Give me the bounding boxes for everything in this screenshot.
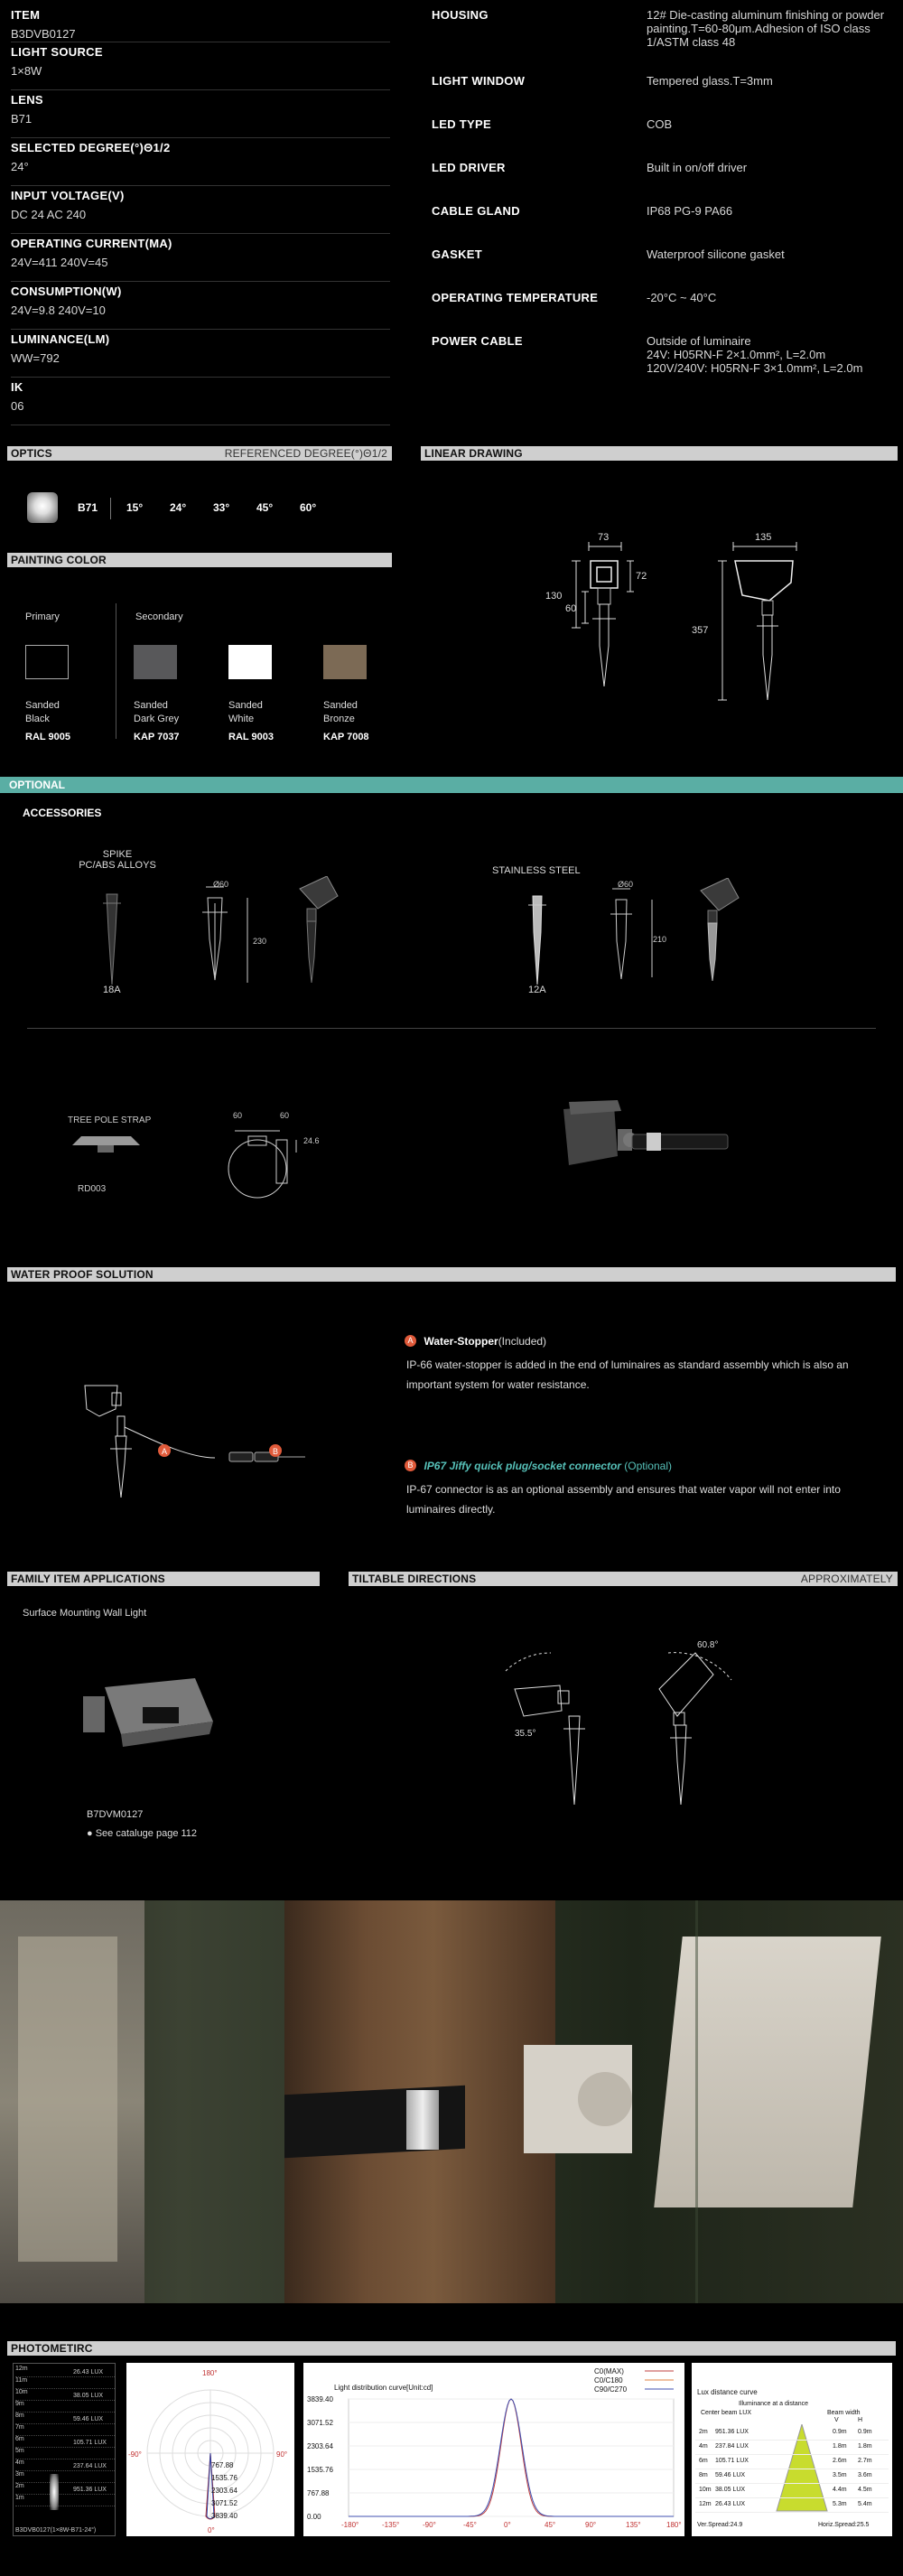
spec-value: COB <box>647 117 673 131</box>
spec-label: IK <box>11 380 23 394</box>
spec-value: 24V=411 240V=45 <box>11 256 108 269</box>
lux-distance: 4m <box>699 2443 708 2450</box>
polar-right: 90° <box>276 2450 288 2459</box>
lux-row <box>695 2455 889 2469</box>
spec-label: CONSUMPTION(W) <box>11 285 122 298</box>
spec-row <box>432 331 897 395</box>
spec-value: Built in on/off driver <box>647 161 748 174</box>
lux-row <box>695 2426 889 2441</box>
linear-drawing-svg <box>533 528 858 718</box>
spec-row <box>432 158 897 201</box>
linear-drawing-title: LINEAR DRAWING <box>424 447 523 460</box>
iso-distance: 2m <box>15 2483 24 2489</box>
lux-h-width: 5.4m <box>858 2501 872 2507</box>
iso-row <box>15 2424 115 2436</box>
lux-row <box>695 2469 889 2484</box>
lux-header: Illuminance at a distance <box>739 2401 809 2407</box>
steel-height: 210 <box>653 935 667 944</box>
lux-row <box>695 2498 889 2513</box>
iso-row <box>15 2377 115 2389</box>
polar-value: 3071.52 <box>211 2499 237 2507</box>
wp-a-title: Water-Stopper <box>424 1335 498 1348</box>
spec-row <box>11 90 390 138</box>
spec-value: 06 <box>11 399 24 413</box>
optional-header <box>0 777 903 793</box>
spec-row <box>432 201 897 245</box>
lux-col2: Beam width <box>827 2410 861 2416</box>
strap-height: 24.6 <box>303 1136 320 1145</box>
lux-v-width: 2.6m <box>833 2458 847 2464</box>
photometric-title: PHOTOMETIRC <box>11 2342 93 2355</box>
curve-ytick: 767.88 <box>307 2489 330 2497</box>
spec-row <box>11 378 390 425</box>
lens-name: B71 <box>78 501 98 514</box>
lux-v: V <box>834 2417 839 2423</box>
iso-lux: 237.64 LUX <box>73 2463 107 2469</box>
spec-row <box>11 282 390 330</box>
color-name: Sanded Bronze <box>323 700 358 724</box>
spec-label: OPERATING TEMPERATURE <box>432 291 599 304</box>
spec-row <box>11 42 390 90</box>
curve-title: Light distribution curve[Unit:cd] <box>334 2384 433 2392</box>
iso-distance: 11m <box>15 2377 28 2384</box>
lux-panel <box>692 2363 892 2536</box>
spec-row <box>432 288 897 331</box>
iso-distance: 8m <box>15 2413 24 2419</box>
primary-label: Primary <box>25 611 60 622</box>
steel-title: STAINLESS STEEL <box>492 865 581 876</box>
lux-h-width: 3.6m <box>858 2472 872 2478</box>
dim-357: 357 <box>692 625 709 636</box>
polar-panel <box>126 2363 294 2536</box>
curve-ytick: 0.00 <box>307 2513 321 2521</box>
spec-value: Waterproof silicone gasket <box>647 247 785 261</box>
iso-distance: 5m <box>15 2448 24 2454</box>
wp-a-suffix: (Included) <box>498 1335 547 1348</box>
polar-value: 1535.76 <box>211 2474 237 2482</box>
spec-label: LED DRIVER <box>432 161 506 174</box>
polar-top: 180° <box>202 2369 218 2377</box>
lux-title: Lux distance curve <box>697 2388 758 2396</box>
family-see: ● See cataluge page 112 <box>87 1828 198 1839</box>
color-name: Sanded White <box>228 700 263 724</box>
color-code: KAP 7008 <box>323 732 369 742</box>
spec-row <box>432 245 897 288</box>
iso-panel <box>13 2363 116 2536</box>
spec-row <box>432 115 897 158</box>
strap-drawing <box>63 1127 334 1209</box>
polar-value: 767.88 <box>211 2461 234 2469</box>
spec-row <box>432 71 897 115</box>
optics-ref: REFERENCED DEGREE(°)Θ1/2 <box>224 447 387 460</box>
tiltable-title: TILTABLE DIRECTIONS <box>352 1573 477 1585</box>
steel-code: 12A <box>528 985 546 995</box>
color-code: RAL 9003 <box>228 732 274 742</box>
tiltable-approx: APPROXIMATELY <box>800 1573 893 1585</box>
lux-v-width: 4.4m <box>833 2487 847 2493</box>
color-code: RAL 9005 <box>25 732 70 742</box>
iso-distance: 4m <box>15 2459 24 2466</box>
optics-divider <box>110 498 111 519</box>
spec-row <box>11 138 390 186</box>
family-code: B7DVM0127 <box>87 1809 144 1820</box>
iso-lux: 38.05 LUX <box>73 2393 104 2399</box>
lux-h-width: 0.9m <box>858 2429 872 2435</box>
curve-legend-item: C0(MAX) <box>594 2367 624 2375</box>
lux-v-width: 1.8m <box>833 2443 847 2450</box>
optional-title: OPTIONAL <box>9 779 65 791</box>
spec-label: LIGHT WINDOW <box>432 74 526 88</box>
lux-h: H <box>858 2417 863 2423</box>
curve-xtick: -90° <box>423 2521 436 2529</box>
specs-right <box>432 5 897 395</box>
strap-photo <box>542 1093 740 1192</box>
accessory-divider <box>27 1028 876 1029</box>
strap-w2: 60 <box>280 1111 290 1120</box>
spec-row <box>11 234 390 282</box>
optics-title: OPTICS <box>11 447 52 460</box>
curve-xtick: 45° <box>545 2521 556 2529</box>
spec-row <box>11 186 390 234</box>
lux-distance: 10m <box>699 2487 712 2493</box>
lux-foot1: Ver.Spread:24.9 <box>697 2522 743 2528</box>
svg-text:A: A <box>162 1447 168 1456</box>
iso-lux: 59.46 LUX <box>73 2416 104 2422</box>
curve-ytick: 2303.64 <box>307 2442 333 2450</box>
iso-lux: 951.36 LUX <box>73 2487 107 2493</box>
lux-value: 951.36 LUX <box>715 2429 749 2435</box>
distribution-curve <box>303 2363 684 2536</box>
lux-h-width: 1.8m <box>858 2443 872 2450</box>
lux-foot2: Horiz.Spread:25.5 <box>818 2522 870 2528</box>
lux-row <box>695 2441 889 2455</box>
optics-row <box>27 492 388 525</box>
color-code: KAP 7037 <box>134 732 180 742</box>
curve-ytick: 3839.40 <box>307 2395 333 2403</box>
family-title: FAMILY ITEM APPLICATIONS <box>11 1573 165 1585</box>
lux-row <box>695 2484 889 2498</box>
degree-option: 45° <box>256 501 274 514</box>
iso-distance: 3m <box>15 2471 24 2478</box>
curve-xtick: 0° <box>504 2521 511 2529</box>
lux-value: 26.43 LUX <box>715 2501 746 2507</box>
lux-distance: 2m <box>699 2429 708 2435</box>
dim-72: 72 <box>636 571 647 582</box>
spec-value: Tempered glass.T=3mm <box>647 74 773 88</box>
degree-option: 15° <box>126 501 144 514</box>
wp-b-badge: B <box>405 1460 416 1471</box>
lux-value: 105.71 LUX <box>715 2458 749 2464</box>
specs-left <box>11 5 390 425</box>
spec-label: LUMINANCE(LM) <box>11 332 110 346</box>
spec-row <box>432 5 897 71</box>
spec-row <box>11 5 390 42</box>
polar-chart <box>126 2363 294 2536</box>
iso-distance: 12m <box>15 2366 28 2372</box>
optics-header <box>7 446 392 461</box>
tiltable-header <box>349 1572 898 1586</box>
curve-xtick: 135° <box>626 2521 641 2529</box>
spec-value: -20°C ~ 40°C <box>647 291 717 304</box>
strap-w1: 60 <box>233 1111 243 1120</box>
polar-bottom: 0° <box>208 2526 215 2534</box>
wp-b-title: IP67 Jiffy quick plug/socket connector <box>424 1460 621 1472</box>
dim-60: 60 <box>565 603 577 614</box>
curve-panel <box>303 2363 684 2536</box>
spec-value: DC 24 AC 240 <box>11 208 87 221</box>
painting-title: PAINTING COLOR <box>11 554 107 566</box>
iso-row <box>15 2448 115 2459</box>
spec-row <box>11 330 390 378</box>
spec-value: IP68 PG-9 PA66 <box>647 204 733 218</box>
wp-b-text: IP-67 connector is as an optional assembly and ensures that water vapor will not enter into luminaires directly. <box>406 1483 841 1516</box>
degree-option: 24° <box>170 501 187 514</box>
curve-xtick: -180° <box>341 2521 359 2529</box>
polar-value: 3839.40 <box>211 2512 237 2520</box>
lux-value: 59.46 LUX <box>715 2472 746 2478</box>
lux-col1: Center beam LUX <box>701 2410 752 2416</box>
curve-xtick: -45° <box>463 2521 477 2529</box>
spec-label: HOUSING <box>432 8 489 22</box>
accessories-title: ACCESSORIES <box>23 807 102 819</box>
spec-label: ITEM <box>11 8 41 22</box>
curve-xtick: 180° <box>666 2521 682 2529</box>
iso-distance: 6m <box>15 2436 24 2442</box>
color-swatch <box>25 645 69 679</box>
spec-label: LENS <box>11 93 43 107</box>
spec-label: CABLE GLAND <box>432 204 520 218</box>
dim-135: 135 <box>755 532 772 543</box>
wp-a-badge: A <box>405 1335 416 1347</box>
curve-ytick: 1535.76 <box>307 2466 333 2474</box>
color-swatch <box>323 645 367 679</box>
polar-value: 2303.64 <box>211 2487 237 2495</box>
product-photo <box>0 1900 903 2303</box>
spec-value: B71 <box>11 112 33 126</box>
waterproof-drawing <box>79 1373 314 1499</box>
curve-legend-item: C90/C270 <box>594 2385 628 2394</box>
waterproof-title: WATER PROOF SOLUTION <box>11 1268 154 1281</box>
iso-distance: 1m <box>15 2495 24 2501</box>
family-product <box>78 1669 222 1778</box>
tilt-angle-2: 60.8° <box>697 1640 719 1650</box>
lux-v-width: 3.5m <box>833 2472 847 2478</box>
iso-distance: 10m <box>15 2389 28 2395</box>
curve-xtick: 90° <box>585 2521 597 2529</box>
curve-xtick: -135° <box>382 2521 400 2529</box>
color-swatch <box>134 645 177 679</box>
strap-title: TREE POLE STRAP <box>68 1115 152 1125</box>
spike-code: 18A <box>103 985 121 995</box>
lux-value: 237.84 LUX <box>715 2443 749 2450</box>
spike-height: 230 <box>253 937 267 946</box>
iso-row <box>15 2471 115 2483</box>
lux-distance: 6m <box>699 2458 708 2464</box>
wp-a-block <box>405 1333 874 1395</box>
svg-text:B: B <box>273 1447 279 1456</box>
lux-v-width: 5.3m <box>833 2501 847 2507</box>
strap-code: RD003 <box>78 1184 107 1194</box>
lux-h-width: 2.7m <box>858 2458 872 2464</box>
curve-ytick: 3071.52 <box>307 2419 333 2427</box>
iso-beam <box>50 2474 59 2510</box>
painting-header <box>7 553 392 567</box>
linear-drawing-header <box>421 446 898 461</box>
iso-caption: B3DVB0127(1×8W-B71-24°) <box>15 2527 97 2534</box>
spike-title: SPIKE PC/ABS ALLOYS <box>79 849 156 871</box>
tiltable-drawing <box>497 1635 768 1815</box>
color-name: Sanded Dark Grey <box>134 700 180 724</box>
wp-a-text: IP-66 water-stopper is added in the end of luminaires as standard assembly which is also an important system for water resistance. <box>406 1358 849 1391</box>
spec-label: SELECTED DEGREE(°)Θ1/2 <box>11 141 171 154</box>
lux-distance: 8m <box>699 2472 708 2478</box>
spec-label: GASKET <box>432 247 482 261</box>
spec-value: Outside of luminaire 24V: H05RN-F 2×1.0mm², L=2.0m 120V/240V: H05RN-F 3×1.0mm², L=2.0m <box>647 334 863 375</box>
lux-value: 38.05 LUX <box>715 2487 746 2493</box>
wp-b-block <box>405 1458 874 1519</box>
photometric-header <box>7 2341 896 2356</box>
family-header <box>7 1572 320 1586</box>
degree-option: 60° <box>300 501 317 514</box>
color-swatch <box>228 645 272 679</box>
dim-130: 130 <box>545 591 563 602</box>
spec-value: WW=792 <box>11 351 60 365</box>
spec-label: LIGHT SOURCE <box>11 45 103 59</box>
curve-legend-item: C0/C180 <box>594 2376 623 2385</box>
spec-value: 1×8W <box>11 64 42 78</box>
spec-label: OPERATING CURRENT(MA) <box>11 237 172 250</box>
spec-value: 24V=9.8 240V=10 <box>11 303 106 317</box>
spec-label: POWER CABLE <box>432 334 523 348</box>
spec-value: 12# Die-casting aluminum finishing or powder painting.T=60-80μm.Adhesion of ISO class 1/ASTM class 48 <box>647 8 885 49</box>
iso-lux: 105.71 LUX <box>73 2440 107 2446</box>
wp-b-suffix: (Optional) <box>620 1460 672 1472</box>
family-subtitle: Surface Mounting Wall Light <box>23 1608 147 1619</box>
lux-h-width: 4.5m <box>858 2487 872 2493</box>
steel-dia: Ø60 <box>618 880 634 889</box>
iso-lux: 26.43 LUX <box>73 2369 104 2375</box>
secondary-label: Secondary <box>135 611 183 622</box>
spike-drawing <box>90 876 361 994</box>
spike-dia: Ø60 <box>213 880 229 889</box>
spec-label: INPUT VOLTAGE(V) <box>11 189 125 202</box>
spec-label: LED TYPE <box>432 117 491 131</box>
lux-distance: 12m <box>699 2501 712 2507</box>
iso-distance: 7m <box>15 2424 24 2431</box>
iso-row <box>15 2495 115 2506</box>
steel-drawing <box>515 878 749 995</box>
iso-row <box>15 2401 115 2413</box>
polar-left: -90° <box>128 2450 142 2459</box>
dim-73: 73 <box>598 532 610 543</box>
color-name: Sanded Black <box>25 700 60 724</box>
degree-option: 33° <box>213 501 230 514</box>
lens-icon <box>27 492 58 523</box>
spec-value: 24° <box>11 160 29 173</box>
iso-distance: 9m <box>15 2401 24 2407</box>
spec-value: B3DVB0127 <box>11 27 76 41</box>
waterproof-header <box>7 1267 896 1282</box>
lux-v-width: 0.9m <box>833 2429 847 2435</box>
tilt-angle-1: 35.5° <box>515 1729 536 1739</box>
